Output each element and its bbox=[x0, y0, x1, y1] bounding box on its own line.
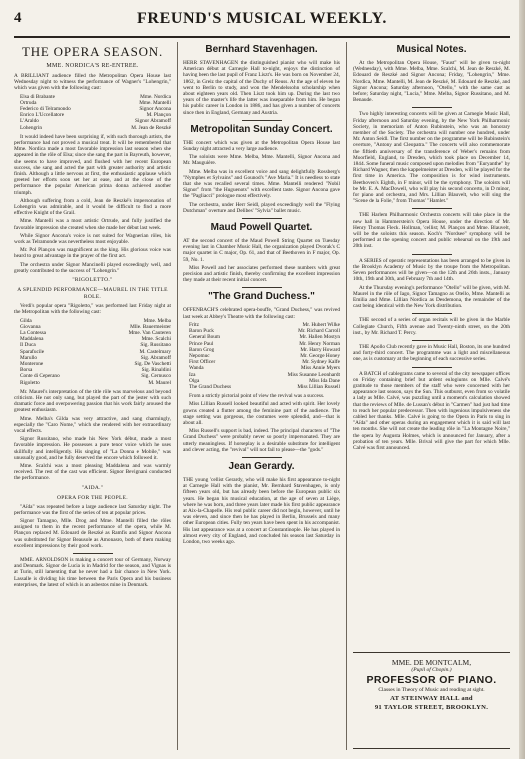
note-paragraph: At the Metropolitan Opera House, "Faust" will be given to-night (Wednesday), with Mme. Melba, Mme. Scalchi, M. Jean de Reszké, M. Edouard de Reszké and Signor Ancona; Friday, "Lohengrin," Mme. Nordica, Mme. Mantelli, M. Jean de Reszké, M. Edouard de Reszké, and Signor Ancona; Saturday afternoon, "Otello," with the same cast as before; Saturday night, "Lucia," Mme. Melba, Signor Russitano, and M. Benaude. bbox=[353, 60, 510, 104]
cast-row bbox=[189, 384, 340, 390]
role-name: Conte di Ceperano bbox=[20, 373, 60, 380]
cast-list bbox=[20, 318, 171, 386]
role-name: Iza bbox=[189, 371, 196, 378]
performer-name: Miss Lillian Russell bbox=[297, 383, 340, 390]
role-name: Enrico L'Uccellatore bbox=[20, 112, 65, 119]
article-paragraph: Mr. Pol Plançon was magnificent as the king. His glorious voice was heard to great advantage in the prayer of the first act. bbox=[14, 247, 171, 260]
article-paragraph: THE concert which was given at the Metropolitan Opera House last Sunday night attracted a very large audience. bbox=[183, 139, 340, 153]
column-opera-season bbox=[14, 42, 171, 752]
performer-name: Sig. Rinaldini bbox=[141, 367, 171, 374]
article-paragraph: THE young 'cellist Gerardy, who will make his first appearance to-night at Carnegie Hall with the pianist, Mr. Bernhard Stavenhagen, is only fifteen years old, but has already been before the European public six years. He began his musical education, at the age of seven at Liège, where he was born, and three years later made his first public appearance at Aix-la-Chapelle. His real public career did not begin, however, until he was eleven, and since then he has played in Berlin, Brussels and many other European cities. Fully ten years have been spent in his accompanist. His last appearance was at a concert at Constantinople. He has played in almost every city of England, and concluded his season last Saturday in London, two weeks ago. bbox=[183, 476, 340, 545]
article-paragraph: OFFENBACH'S celebrated opera-bouffe, "Grand Duchess," was revived last week at Abbey's Theatre with the following cast: bbox=[183, 307, 340, 320]
article-paragraph: It would indeed have been surprising if, with such thorough artists, the performance had not proved a musical treat. It will be remembered that Mme. Nordica made a most favorable impression last season when she appeared in the rôle of Elsa; since she sang the part in Bayreuth, however, she seems to have improved, and flushed with her recent European success, she sang and acted the part with greater authority and artistic finish. Although a little nervous at first, the enthusiastic applause which greeted her efforts soon set her at ease, and at the close of the performance the popular American prima donna achieved another triumph. bbox=[14, 133, 171, 196]
performer-name: Miss Susanne Leonhardt bbox=[287, 371, 340, 378]
section-rule bbox=[412, 208, 452, 209]
card-profession: PROFESSOR OF PIANO. bbox=[366, 674, 497, 686]
performer-name: Signor Abramoff bbox=[135, 118, 171, 125]
role-name: Prince Paul bbox=[189, 340, 214, 347]
role-name: Il Duca bbox=[20, 342, 36, 349]
masthead: FREUND'S MUSICAL WEEKLY. bbox=[137, 10, 387, 27]
role-name: Olga bbox=[189, 377, 200, 384]
article-paragraph: Signor Russitano, who made his New York début, made a most favorable impression. He possesses a pure tenor voice which he uses skillfully and intelligently. His singing of "La Donna e Mobile," was unusually good, and he fully deserved the encore which followed it. bbox=[14, 436, 171, 461]
performer-name: Miss Annie Myers bbox=[300, 365, 340, 372]
note-paragraph: A SERIES of operatic representations has been arranged to be given in the Brooklyn Academy of Music by the troupe from the Metropolitan. Seven performances will be given—on the 12th and 26th insts., January 10th, 19th and 30th, and February 7th and 14th. bbox=[353, 257, 510, 283]
article-paragraph: Mme. Mantelli was a most artistic Ortrude, and fully justified the favorable impression she created when she made her début last week. bbox=[14, 218, 171, 231]
role-name: Ortruda bbox=[20, 99, 37, 106]
article-paragraph: Signor Tamagno, Mlle. Drog and Mme. Mantelli filled the rôles assigned to them in the recent performance of the opera, while M. Plançon replaced M. Edouard de Reszké as Ramfis and Signor Ancona was substituted for Signor Beausole as Amonasro, both of them making excellent impressions by their good work. bbox=[14, 517, 171, 549]
performer-name: Mr. George Honey bbox=[300, 352, 340, 359]
card-bottom-rule bbox=[353, 748, 510, 749]
card-address-line: 91 TAYLOR STREET, BROOKLYN. bbox=[374, 704, 489, 711]
article-paragraph: Mme. Melba's Gilda was very attractive, and sang charmingly, especially the "Caro Nome," which she rendered with her extraordinary vocal effects. bbox=[14, 415, 171, 434]
cast-list bbox=[20, 94, 171, 131]
note-paragraph: A BATCH of cablegrams came to several of the city newspaper offices on Friday containing brief but ardent eulogiums on Mlle. Calvé's gratitude to those members of the staff who were concerned with her appearance last season, says the Sun. This outburst, even from so volatile a lady as Mlle. Calvé, was puzzling until a moment's calculation showed that the reviews of Mlle. de Lussan's début in "Carmen" had just had time to reach her popular predecessor. Then with ingenious impulsiveness she cabled her thanks. Mlle. Calvé is going to the Opera in Paris to sing in "Aïda" and other operas during an engagement which it is said will last ten months. She will not create the leading rôle in "La Montagne Noire," the opera by Augusta Holmes, which is announced for January, after a probation of ten years. Mlle. Brival will give the part for which Mlle. Calvé was first announced. bbox=[353, 370, 510, 451]
role-name: Borsa bbox=[20, 367, 33, 374]
performer-name: Mme. Melba bbox=[143, 317, 171, 324]
article-paragraph: Miss Lillian Russell looked beautiful and acted with spirit. Her lovely gowns created a flutter among the feminine part of the audience. The stage setting was gorgeous, the costumes were splendid, and—that is about all. bbox=[183, 401, 340, 426]
card-classes: Classes in Theory of Music and reading at sight. bbox=[378, 687, 485, 693]
performer-name: Signor Ancona bbox=[139, 106, 171, 113]
performer-name: Mme. Mantelli bbox=[139, 99, 171, 106]
article-paragraph: Miss Powell and her associates performed these numbers with great precision and artistic finish, thereby confirming the excellent impression they made at their recent initial concert. bbox=[183, 264, 340, 284]
role-name: Federico di Telramondo bbox=[20, 106, 71, 113]
article-paragraph: AT the second concert of the Maud Powell String Quartet on Tuesday evening last in Chamber Music Hall, the organization played Dvorak's C major quartet in C major, Op. 61, and that of Beethoven in F major, Op. 59, No. 1. bbox=[183, 238, 340, 263]
column-divider bbox=[346, 42, 347, 750]
article-title: Maud Powell Quartet. bbox=[210, 222, 313, 234]
performer-name: Mr. Sydney Kalfe bbox=[302, 359, 340, 366]
article-paragraph: While Signor Ancona's voice is not suited for Wagnerian rôles, his work as Telramonde was nevertheless most enjoyable. bbox=[14, 232, 171, 246]
role-name: Giovanna bbox=[20, 323, 41, 330]
performer-name: Mme. Scalchi bbox=[141, 336, 171, 343]
section-subheading: OPERA FOR THE PEOPLE. bbox=[57, 494, 128, 501]
page-number: 4 bbox=[14, 10, 22, 26]
role-name: First Officer bbox=[189, 359, 216, 366]
section-rule bbox=[412, 340, 452, 341]
performer-name: M. Jean de Reszké bbox=[131, 124, 171, 131]
article-subtitle: MME. NORDICA'S RE-ENTREE. bbox=[46, 63, 139, 69]
header-rule bbox=[14, 36, 510, 38]
performer-name: Sig. Russitano bbox=[140, 342, 171, 349]
performer-name: Mr. Hallen Mostyn bbox=[299, 334, 340, 341]
role-name: General Boum bbox=[189, 334, 221, 341]
role-name: Elsa di Brabante bbox=[20, 93, 56, 100]
column-musical-notes bbox=[353, 42, 510, 644]
advertisement-card bbox=[353, 656, 510, 712]
role-name: The Grand Duchess bbox=[189, 383, 232, 390]
article-paragraph: The orchestra, under Herr Seidl, played exceedingly well the "Flying Dutchman" overture and Delibes' "Sylvia" ballet music. bbox=[183, 201, 340, 214]
role-name: Sparafucile bbox=[20, 348, 45, 355]
role-name: Lohengrin bbox=[20, 124, 43, 131]
article-paragraph: HERR STAVENHAGEN the distinguished pianist who will make his American début at Carnegie Hall to-night, enjoys the distinction of having been the last pupil of Franz Liszt's. He was born on November 24, 1862, in Greiz the capital of the Duchy of Reuss. At the age of eleven he went to Berlin to study, and won the Mendelssohn scholarship when about eighteen years old. Then Liszt took him up. During the last two years of the master's life the latter was inseparable from him. He began his public career in London in 1886, and has given a number of concerts since then in England, Germany and Austria. bbox=[183, 60, 340, 116]
note-paragraph: THE Apollo Club recently gave in Music Hall, Boston, its one hundred and forty-third concert. The programme was a light and miscellaneous one, as is customary at the beginning of each successive series. bbox=[353, 343, 510, 363]
performer-name: Mr. Henry Norman bbox=[299, 340, 340, 347]
article-title: THE OPERA SEASON. bbox=[21, 44, 164, 59]
cast-list bbox=[189, 322, 340, 390]
section-rule bbox=[412, 254, 452, 255]
section-rule bbox=[242, 120, 282, 121]
column-middle bbox=[183, 42, 340, 752]
article-title: Jean Gerardy. bbox=[228, 460, 295, 472]
role-name: Rigoletto bbox=[20, 379, 40, 386]
article-paragraph: "Aïda" was repeated before a large audience last Saturday night. The performance was the first of the series of ten at popular prices. bbox=[14, 503, 171, 516]
note-paragraph: Two highly interesting concerts will be given at Carnegie Music Hall, Friday afternoon and Saturday evening, by the New York Philharmonic Society, in memoriam of Anton Rubinstein, who was an honorary member of the Society. The orchestra will number one hundred, under Mr. Anton Seidl. The first number on the programme will be Rubinstein's overture, "Antony and Cleopatra." The concerts will also commemorate the fiftieth anniversary of the transference of Weber's remains from Moorfield, England, to Dresden, which took place on December 14, 1844. Some funeral music composed upon melodies from "Euryanthe" by Richard Wagner, then the kappelmeister at Dresden, will be played for the first time in America. The composition is for wind instruments. Beethoven's Eighth, in F minor, will be the symphony. The soloists will be Mr. E. A. MacDowell, who will play his second concerto, in D minor, for piano and orchestra, and Mrs. Lillian Blauvelt, who will sing the "Scene de la Folie," from Thomas' "Hamlet." bbox=[353, 111, 510, 205]
section-subheading: A SPLENDID PERFORMANCE—MAUREL IN THE TITLE ROLE. bbox=[17, 287, 168, 301]
section-rule bbox=[73, 553, 113, 554]
role-name: Gilda bbox=[20, 317, 32, 324]
performer-name: M. Maurel bbox=[148, 379, 171, 386]
performer-name: Mr. Richard Carroll bbox=[298, 328, 340, 335]
role-name: Maddalena bbox=[20, 336, 44, 343]
role-name: L'Araldo bbox=[20, 118, 39, 125]
page-edge bbox=[519, 0, 525, 759]
article-title: "The Grand Duchess." bbox=[208, 291, 315, 303]
performer-name: Mr. Hubert Wilke bbox=[302, 321, 340, 328]
article-paragraph: Although suffering from a cold, Jean de Reszké's impersonation of Lohengrin was admirable, and it would be difficult to find a more effective Knight of the Grail. bbox=[14, 197, 171, 217]
performer-name: Sig. Abramoff bbox=[140, 354, 171, 361]
section-rule bbox=[412, 107, 452, 108]
section-rule bbox=[242, 218, 282, 219]
card-name: MME. DE MONTCALM, bbox=[391, 658, 472, 667]
article-paragraph: Mme. Melba was in excellent voice and sang delightfully Rossberg's "Nymphes et Sylvains" and Gounod's "Ave Maria." It is needless to state that she was recalled several times. Mme. Mantelli rendered "Nobil Signor" from "the Huguenots" with excellent taste. Signor Ancona gave the "Pagliacci" prologue most effectively. bbox=[183, 168, 340, 200]
cast-row bbox=[20, 125, 171, 131]
card-address-line: AT STEINWAY HALL and bbox=[390, 695, 473, 702]
note-paragraph: At the Thursday evening's performance "Otello" will be given, with M. Maurel in the rôle of Iago, Signor Tamagno as Otello, Mme. Mantelli as Emilia and Mme. Lillian Nordica as Desdemona, the remainder of the cast being identical with the New York distribution. bbox=[353, 284, 510, 310]
role-name: La Contessa bbox=[20, 329, 47, 336]
article-paragraph: MME. ARNOLDSON is making a concert tour of Germany, Norway and Denmark. Signor de Lucia is in Madrid for the season, and Vignas is at Turin, still lamenting that he never had a fair chance in New York. Lassalle is dividing his time between the Paris Opera and his business enterprises, the latest of which is an asbestos mine in Denmark. bbox=[14, 557, 171, 588]
role-name: Monterone bbox=[20, 360, 44, 367]
article-paragraph: Miss Russell's support is bad, indeed. The principal characters of "The Grand Duchess" were probably never so poorly impersonated. They are utterly meaningless. If horseplay is a desirable substitute for intelligent and clever acting, the "revival" will not fail to please—the "gods." bbox=[183, 428, 340, 453]
role-name: Wanda bbox=[189, 365, 204, 372]
performer-name: Mr. Harry Howard bbox=[300, 346, 340, 353]
performer-name: Mme. Nordica bbox=[140, 93, 171, 100]
section-rule bbox=[412, 367, 452, 368]
performer-name: M. Castelmary bbox=[139, 348, 171, 355]
performer-name: Miss Ida Dane bbox=[309, 377, 340, 384]
role-name: Fritz bbox=[189, 321, 200, 328]
section-heading: "RIGOLETTO." bbox=[72, 277, 113, 284]
article-paragraph: Verdi's popular opera "Rigoletto," was performed last Friday night at the Metropolitan with the following cast: bbox=[14, 303, 171, 316]
column-divider bbox=[177, 42, 178, 750]
performer-name: Sig. De Vaschetti bbox=[134, 360, 171, 367]
performer-name: Mme. Van Cauteren bbox=[128, 329, 171, 336]
article-paragraph: A BRILLIANT audience filled the Metropolitan Opera House last Wednesday night to witness the performance of Wagner's "Lohengrin," which was given with the following cast: bbox=[14, 73, 171, 92]
article-title: Bernhard Stavenhagen. bbox=[205, 44, 318, 55]
performer-name: M. Plançon bbox=[146, 112, 171, 119]
performer-name: Mlle. Bauermeister bbox=[130, 323, 171, 330]
role-name: Baron Grog bbox=[189, 346, 215, 353]
note-paragraph: THE Harlem Philharmonic Orchestra concerts will take place in the new hall in Hammerstein's Opera House, under the direction of Mr. Henry Thomas Fleck. Hollman, 'cellist; M. Plançon and Mme. Blauvelt, will be the soloists this season. Koch's "Nordsee" symphony will be performed at the opening concert and public rehearsal on the 19th and 20th inst. bbox=[353, 212, 510, 250]
section-rule bbox=[242, 287, 282, 288]
role-name: Marullo bbox=[20, 354, 38, 361]
section-rule bbox=[412, 313, 452, 314]
role-name: Nepomuc bbox=[189, 352, 210, 359]
article-paragraph: Mme. Scalchi was a most pleasing Maddalena and was warmly received. The rest of the cast was efficient. Signor Bevignani conducted the performance. bbox=[14, 462, 171, 482]
article-paragraph: Mr. Maurel's interpretation of the title rôle was marvelous and beyond criticism. He not only sang, but played the part of the jester with such dramatic force and overpowering passion that his work fairly aroused the greatest enthusiasm. bbox=[14, 388, 171, 414]
article-paragraph: From a strictly pictorial point of view the revival was a success. bbox=[189, 393, 325, 400]
section-heading: "AIDA." bbox=[81, 484, 104, 491]
article-paragraph: The orchestra under Signor Mancinelli played exceedingly well, and greatly contributed to the success of "Lohengrin." bbox=[14, 261, 171, 274]
article-title: Metropolitan Sunday Concert. bbox=[190, 123, 333, 135]
role-name: Baron Puck bbox=[189, 328, 214, 335]
page-header bbox=[14, 10, 510, 34]
card-pupil-note: (Pupil of Chopin.) bbox=[411, 667, 452, 673]
article-paragraph: The soloists were Mme. Melba, Mme. Mantelli, Signor Ancona and Mr. Mauguière. bbox=[183, 154, 340, 167]
cast-row bbox=[20, 380, 171, 386]
section-rule bbox=[242, 457, 282, 458]
article-title: Musical Notes. bbox=[396, 44, 467, 55]
card-top-rule bbox=[353, 652, 510, 653]
note-paragraph: THE second of a series of organ recitals will be given in the Marble Collegiate Church, Fifth avenue and Twenty-ninth street, on the 20th inst., by Mr. Richard T. Percy. bbox=[353, 317, 510, 336]
performer-name: Sig. Cernusco bbox=[141, 373, 171, 380]
